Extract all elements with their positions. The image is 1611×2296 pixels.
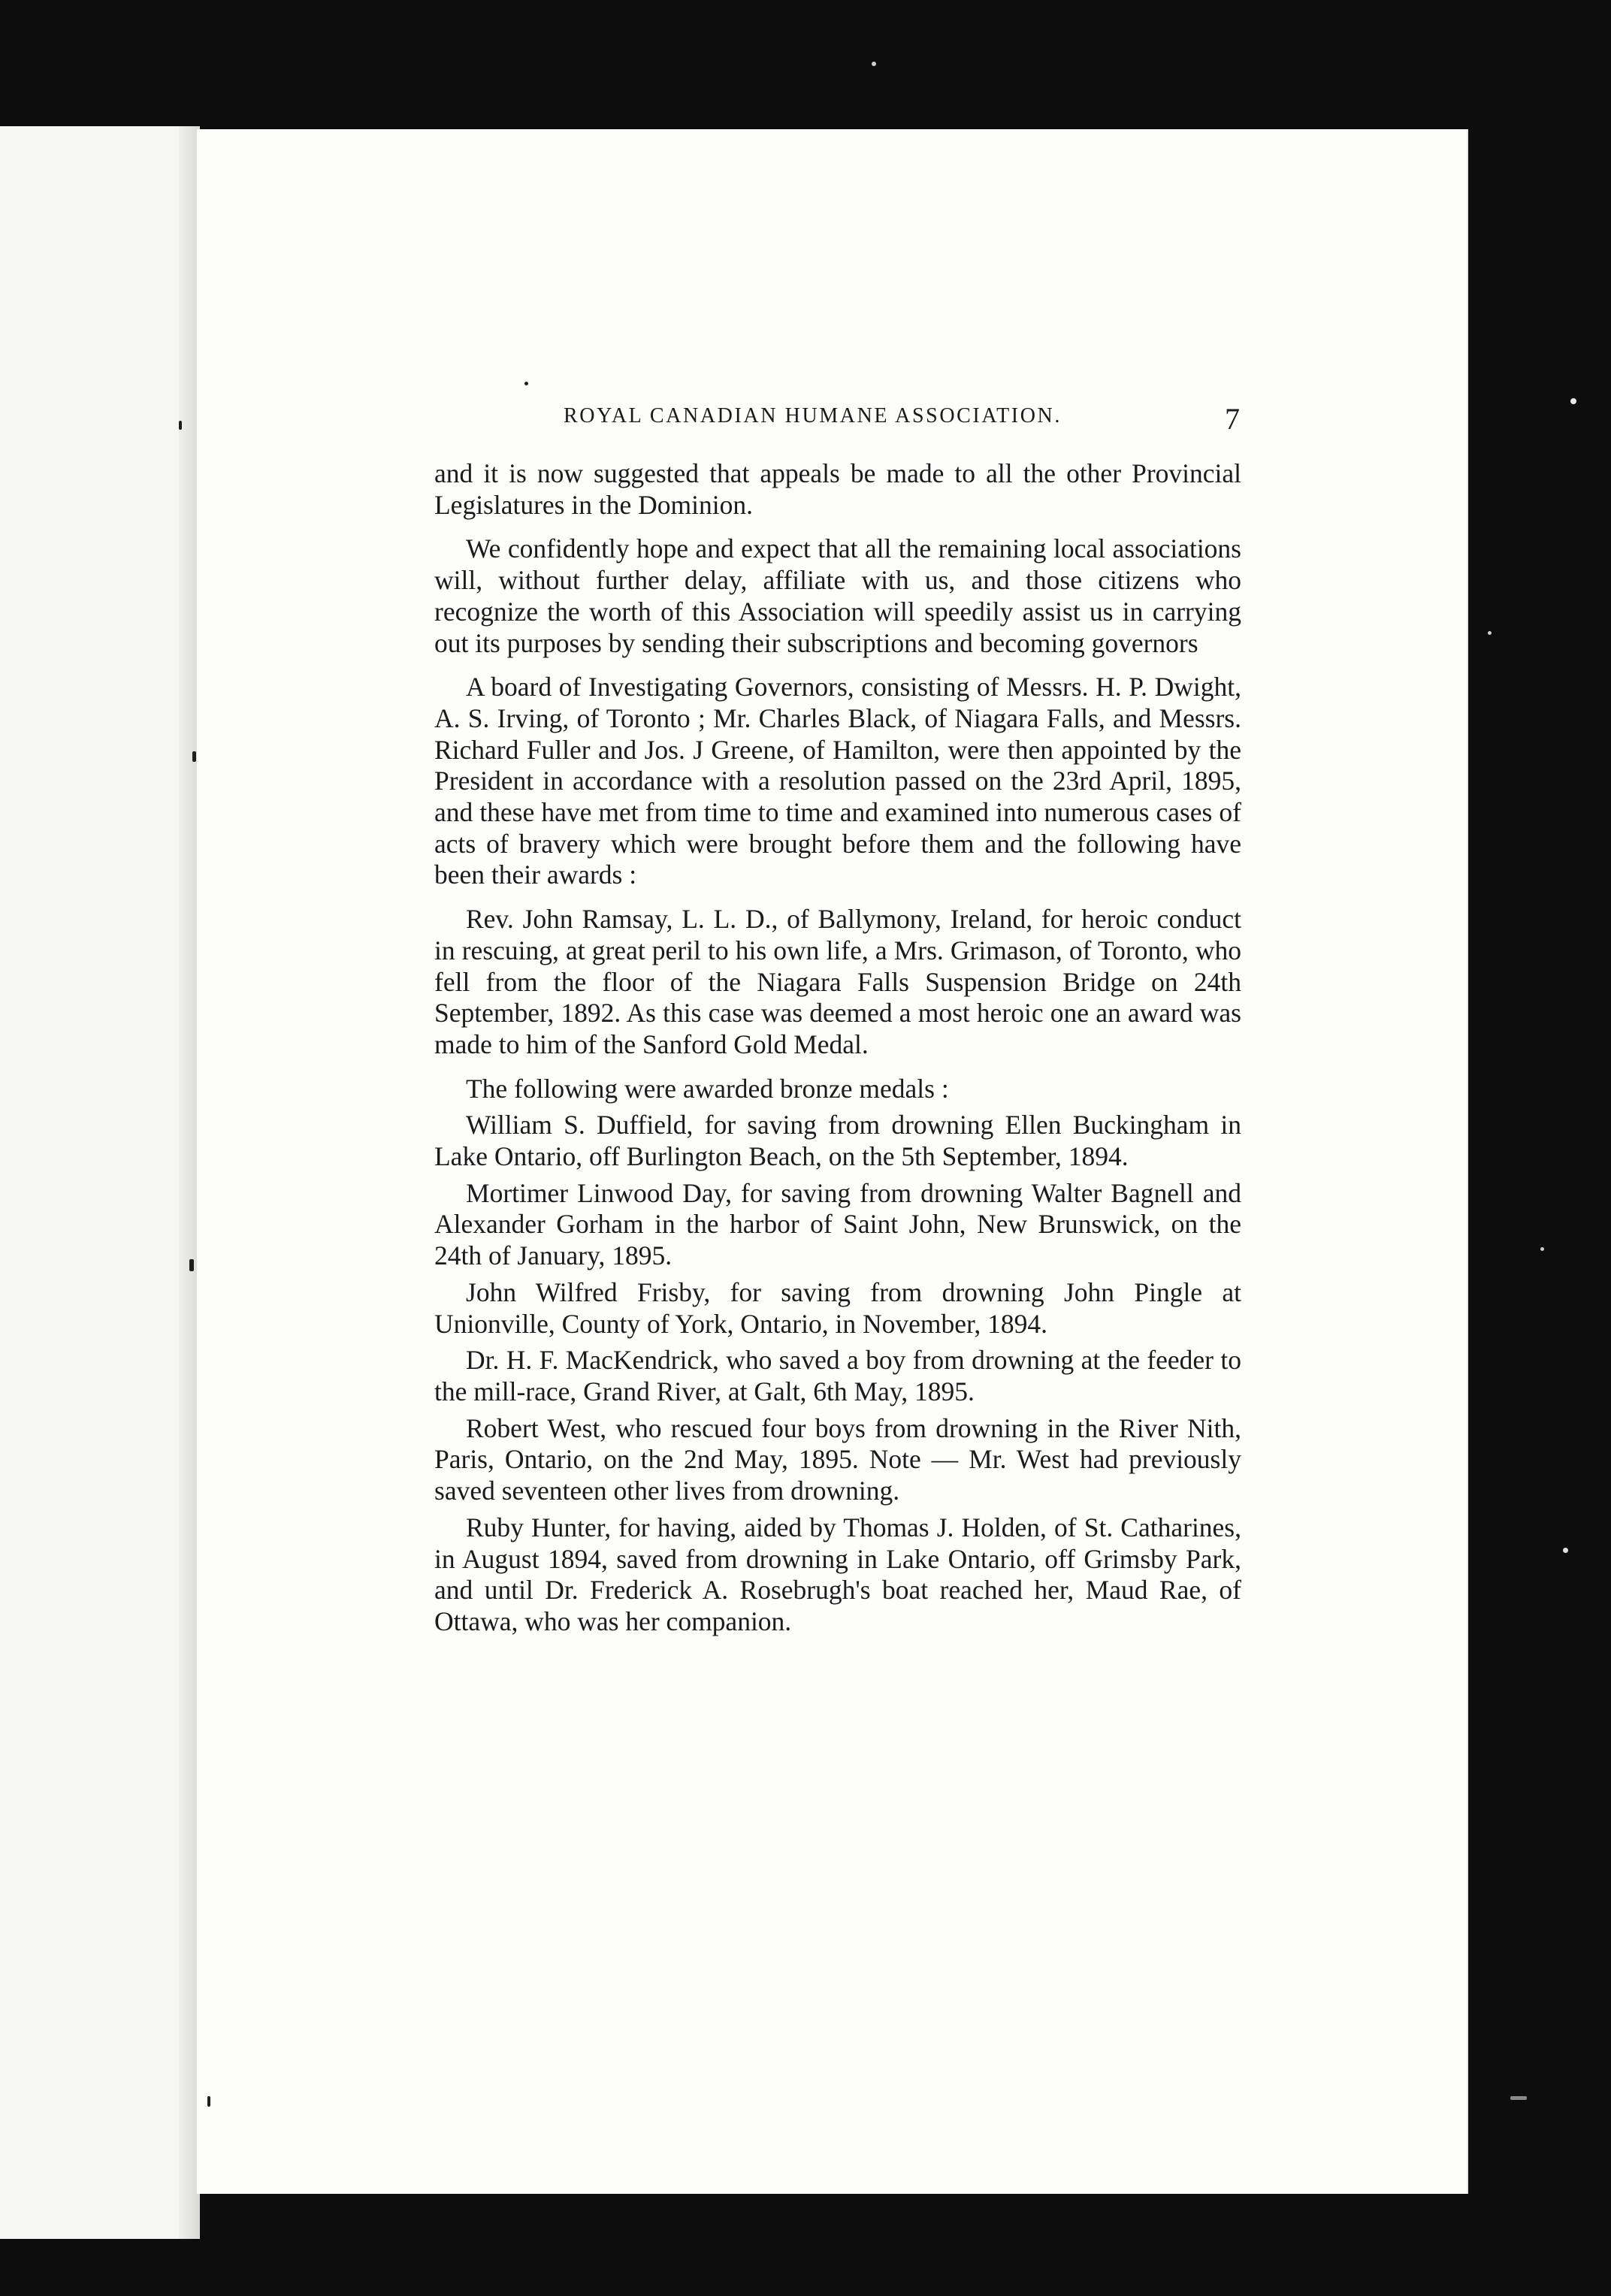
award-entry: Dr. H. F. MacKendrick, who saved a boy from drowning at the feeder to the mill-race, Grand River, at Galt, 6th May, 1895. <box>434 1345 1241 1406</box>
previous-page-edge <box>0 126 197 2239</box>
award-entry: Robert West, who rescued four boys from drowning in the River Nith, Paris, Ontario, on the 2nd May, 1895. Note — Mr. West had previously saved seventeen other lives from drowning. <box>434 1412 1241 1506</box>
paragraph: We confidently hope and expect that all the remaining local associations will, without further delay, affiliate with us, and those citizens who recognize the worth of this Association will speedily assist us in carrying out its purposes by sending their subscriptions and becoming governors <box>434 533 1241 658</box>
scan-speck <box>179 421 182 430</box>
award-entry: Ruby Hunter, for having, aided by Thomas J. Holden, of St. Catharines, in August 1894, saved from drowning in Lake Ontario, off Grimsby Park, and until Dr. Frederick A. Rosebrugh's boat reached her, Maud Rae, of Ottawa, who was her companion. <box>434 1512 1241 1636</box>
body-text <box>434 458 1241 1651</box>
scan-speck <box>1540 1247 1544 1251</box>
scan-speck <box>872 62 876 66</box>
scan-speck <box>192 751 196 762</box>
paragraph: A board of Investigating Governors, consisting of Messrs. H. P. Dwight, A. S. Irving, of Toronto ; Mr. Charles Black, of Niagara Falls, and Messrs. Richard Fuller and Jos. J Greene, of Hamilton, were then appointed by the President in accordance with a resolution passed on the 23rd April, 1895, and these have met from time to time and examined into numerous cases of acts of bravery which were brought before them and the following have been their awards : <box>434 672 1241 890</box>
scan-speck <box>1563 1548 1568 1553</box>
award-entry: Mortimer Linwood Day, for saving from drowning Walter Bagnell and Alexander Gorham in the harbor of Saint John, New Brunswick, on the 24th of January, 1895. <box>434 1177 1241 1271</box>
scan-speck <box>1488 631 1492 635</box>
paragraph: The following were awarded bronze medals : <box>466 1073 949 1104</box>
scan-speck <box>207 2096 210 2107</box>
scan-speck <box>1570 398 1576 404</box>
scan-speck <box>189 1259 194 1271</box>
scan-speck <box>1510 2096 1527 2100</box>
running-head: ROYAL CANADIAN HUMANE ASSOCIATION. <box>564 404 1062 427</box>
award-entry: John Wilfred Frisby, for saving from drowning John Pingle at Unionville, County of York, Ontario, in November, 1894. <box>434 1276 1241 1339</box>
award-entry: William S. Duffield, for saving from drowning Ellen Buckingham in Lake Ontario, off Burlington Beach, on the 5th September, 1894. <box>434 1110 1241 1172</box>
paragraph: Rev. John Ramsay, L. L. D., of Ballymony, Ireland, for heroic conduct in rescuing, at great peril to his own life, a Mrs. Grimason, of Toronto, who fell from the floor of the Niagara Falls Suspension Bridge on 24th September, 1892. As this case was deemed a most heroic one an award was made to him of the Sanford Gold Medal. <box>434 904 1241 1059</box>
paragraph: and it is now suggested that appeals be made to all the other Provincial Legislatures in the Dominion. <box>434 458 1241 520</box>
page-number: 7 <box>1225 402 1240 436</box>
scan-speck <box>524 382 528 385</box>
